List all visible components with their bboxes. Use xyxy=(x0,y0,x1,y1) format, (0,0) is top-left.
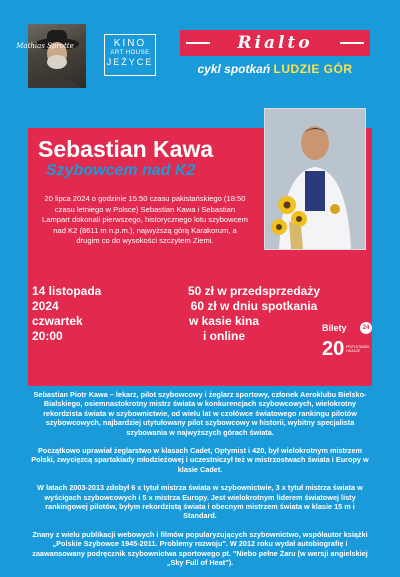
ticket-presale: 50 zł w przedsprzedaży xyxy=(187,284,321,298)
series-title xyxy=(170,62,380,76)
event-description: 20 lipca 2024 o godzinie 15:50 czasu pakistańskiego (18:50 czasu letniego w Polsce) Sebastian Kawa i Sebastian Lampart dokonali pierwszego, historycznego lotu szybowcem nad K2 (8611 m n.p.m.), najwyższą górą Karakorum, a drugim co do wysokości szczytem Ziemi. xyxy=(42,194,248,245)
event-date-year: 2024 xyxy=(32,299,59,313)
guest-subtitle: Szybowcem nad K2 xyxy=(46,162,196,179)
bio-paragraph: Sebastian Piotr Kawa – lekarz, pilot szybowcowy i żeglarz sportowy, członek Aeroklubu Bielsko-Bialskiego, osiemnastokrotny mistrz świata w konkurencjach szybowcowych, wielokrotny rekordzista świata w szybownictwie, od wielu lat w czołówce światowego rankingu pilotów szybowcowych, najbardziej utytułowany pilot szybowcowy w historii, wybitny specjalista szybowania w najwyższych górach świata. xyxy=(33,390,367,437)
series-name: LUDZIE GÓR xyxy=(273,62,353,76)
event-date-day: 14 listopada xyxy=(32,284,102,298)
guest-name: Sebastian Kawa xyxy=(38,136,214,162)
bilety-logo: Bilety xyxy=(322,323,347,333)
guest-photo xyxy=(264,108,366,250)
ticket-where1: w kasie kina xyxy=(188,314,260,328)
ticket-onsite: 60 zł w dniu spotkania xyxy=(190,299,318,313)
host-signature: Mathias Sprotte xyxy=(16,42,74,50)
ticket-where2: i online xyxy=(203,329,245,343)
ticket-info xyxy=(148,284,360,344)
bio-paragraph: Znany z wielu publikacji webowych i filmów popularyzujących szybownictwo, współautor książki „Polskie Szybowce 1945-2011. Problemy rozwoju". W 2012 roku wydał autobiografię i zaawansowany podręcznik szybownictwa sportowego pt. "Niebo pełne Żaru (w wersji angielskiej „Sky Full of Heat"). xyxy=(32,529,368,568)
anniversary-number: 20 xyxy=(322,338,345,360)
guest-bio xyxy=(28,390,372,577)
kino-logo-line1: KINO xyxy=(113,38,147,49)
bio-paragraph: Początkowo uprawiał żeglarstwo w klasach Cadet, Optymist i 420, był wielokrotnym mistrzem Polski, zwycięzcą spartakiady młodzieżowej i uczestniczył też w mistrzostwach świata i Europy w klasie Cadet. xyxy=(31,446,369,474)
event-date-weekday: czwartek xyxy=(32,314,83,328)
kino-logo xyxy=(104,34,156,76)
kino-logo-line3: JEŻYCE xyxy=(106,57,154,67)
host-photo xyxy=(28,24,86,88)
event-date xyxy=(32,284,101,344)
anniversary-text: PRZYSTANEK OKAZJE xyxy=(346,345,370,353)
series-prefix: cykl spotkań xyxy=(197,62,274,76)
event-date-time: 20:00 xyxy=(32,329,63,343)
kino-logo-line2: ART HOUSE xyxy=(110,50,150,56)
rialto-logo: Rialto xyxy=(180,30,370,56)
bilety-badge: 24 xyxy=(360,322,372,334)
bio-paragraph: W latach 2003-2013 zdobył 6 x tytuł mistrza świata w szybownictwie, 3 x tytuł mistrza świata w wyścigach szybowcowych i 5 x mistrza Europy. Jest wielokrotnym liderem światowej listy rankingowej pilotów, byłym rekordzistą świata i obecnym mistrzem świata w klasie 15 m i Standard. xyxy=(37,483,363,521)
